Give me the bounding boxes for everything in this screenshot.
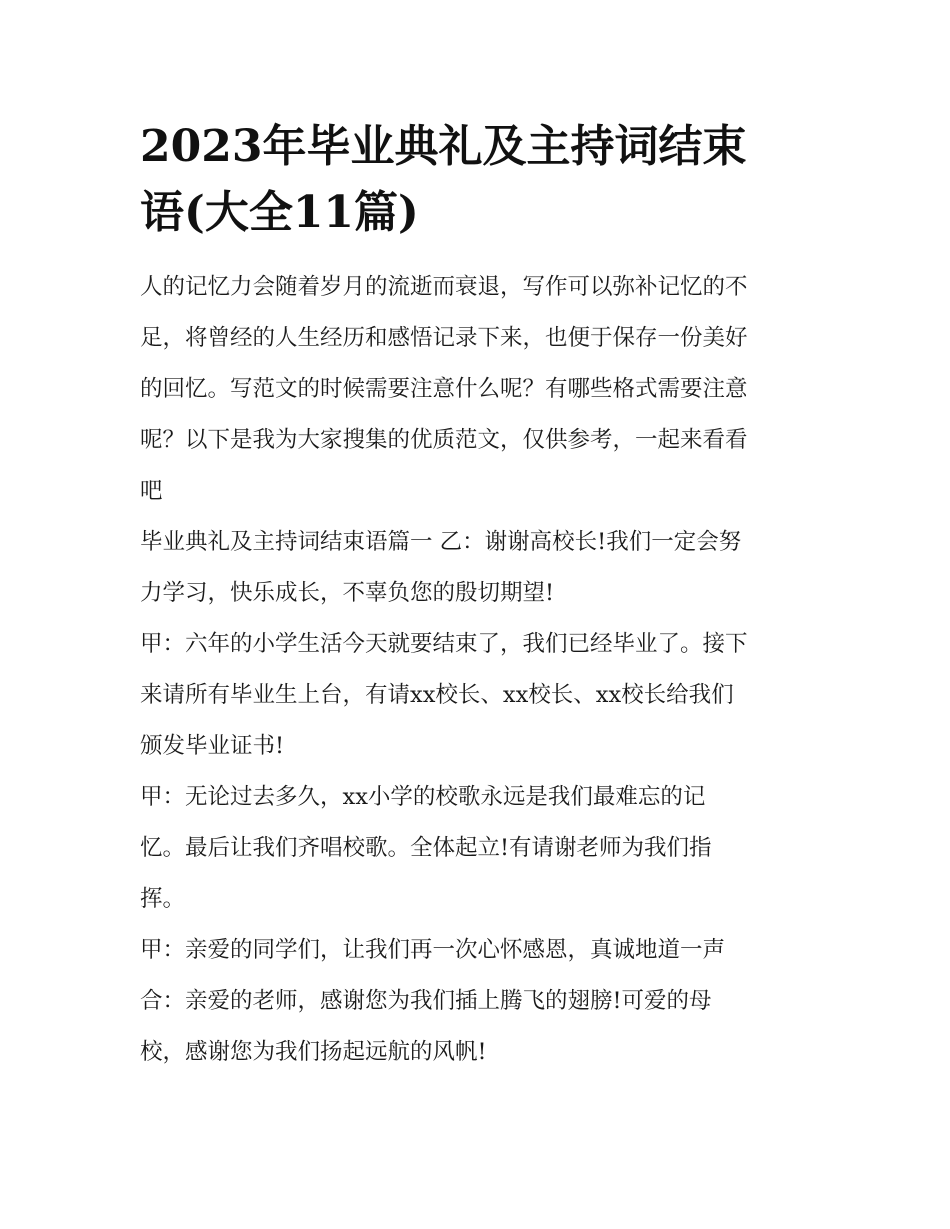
paragraph-line: 人的记忆力会随着岁月的流逝而衰退，写作可以弥补记忆的不	[140, 274, 748, 300]
document-title	[140, 114, 812, 246]
paragraph-line: 吧	[140, 478, 163, 504]
paragraph-school-song	[140, 772, 812, 925]
paragraph-line: 呢？以下是我为大家搜集的优质范文，仅供参考，一起来看看	[140, 427, 748, 453]
paragraph-line: 甲：六年的小学生活今天就要结束了，我们已经毕业了。接下	[140, 631, 748, 657]
paragraph-line: 颁发毕业证书!	[140, 733, 285, 759]
paragraph-line: 来请所有毕业生上台，有请xx校长、xx校长、xx校长给我们	[140, 682, 734, 708]
paragraph-line: 校，感谢您为我们扬起远航的风帆!	[140, 1039, 487, 1065]
paragraph-line: 毕业典礼及主持词结束语篇一 乙：谢谢高校长!我们一定会努	[140, 529, 742, 555]
paragraph-section-one	[140, 517, 812, 619]
paragraph-line: 合：亲爱的老师，感谢您为我们插上腾飞的翅膀!可爱的母	[140, 988, 712, 1014]
paragraph-line: 甲：亲爱的同学们，让我们再一次心怀感恩，真诚地道一声	[140, 937, 726, 963]
paragraph-line: 忆。最后让我们齐唱校歌。全体起立!有请谢老师为我们指	[140, 835, 712, 861]
title-line-2: 语(大全11篇)	[140, 187, 419, 238]
paragraph-line: 甲：无论过去多久，xx小学的校歌永远是我们最难忘的记	[140, 784, 706, 810]
document-page	[140, 114, 812, 1078]
paragraph-gratitude	[140, 925, 812, 1078]
paragraph-line: 挥。	[140, 886, 186, 912]
paragraph-certificates	[140, 619, 812, 772]
paragraph-intro	[140, 262, 812, 517]
paragraph-line: 足，将曾经的人生经历和感悟记录下来，也便于保存一份美好	[140, 325, 748, 351]
paragraph-line: 的回忆。写范文的时候需要注意什么呢？有哪些格式需要注意	[140, 376, 748, 402]
paragraph-line: 力学习，快乐成长，不辜负您的殷切期望!	[140, 580, 555, 606]
title-line-1: 2023年毕业典礼及主持词结束	[140, 121, 747, 172]
document-body	[140, 262, 812, 1078]
